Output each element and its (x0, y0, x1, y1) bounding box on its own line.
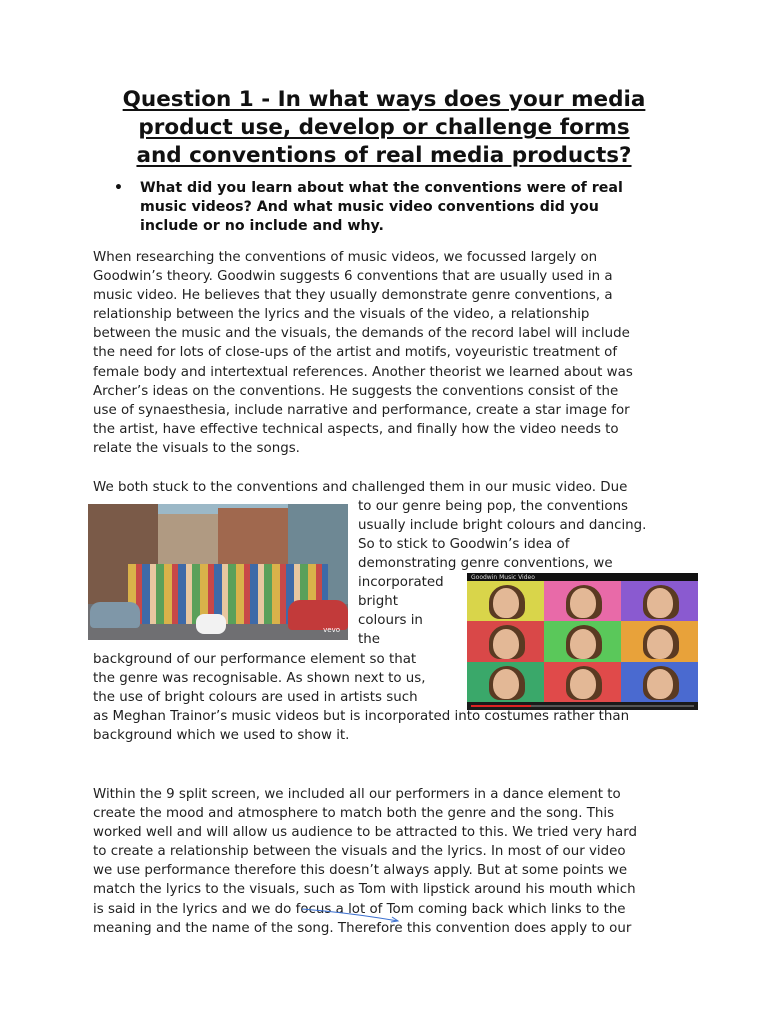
title-line: and conventions of real media products? (136, 143, 632, 168)
performer-tile (544, 581, 621, 621)
split-screen-video-image (467, 573, 698, 710)
dog-icon (196, 614, 226, 634)
text-line: background of our performance element so that (93, 652, 417, 667)
performer-tile (621, 581, 698, 621)
text-line: we use performance therefore this doesn’t always apply. But at some points we (93, 863, 628, 879)
title-line: product use, develop or challenge forms (138, 115, 630, 140)
performer-face (493, 629, 519, 659)
text-line: the need for lots of close-ups of the artist and motifs, voyeuristic treatment of (93, 345, 618, 361)
text-line: So to stick to Goodwin’s idea of (358, 537, 570, 553)
performer-face (647, 629, 673, 659)
text-line: incorporated (358, 575, 444, 590)
performer-tile (467, 581, 544, 621)
text-line: usually include bright colours and dancing. (358, 518, 647, 534)
text-line: to our genre being pop, the conventions (358, 499, 629, 514)
text-line: the (358, 632, 380, 648)
performer-face (493, 669, 519, 699)
car-icon (90, 602, 140, 628)
text-line: Goodwin’s theory. Goodwin suggests 6 conventions that are usually used in a (93, 269, 613, 285)
paragraph-conventions-end (93, 707, 678, 745)
performer-tile (467, 621, 544, 661)
performer-tile (467, 662, 544, 702)
text-line: the use of bright colours are used in artists such (93, 690, 418, 706)
street-dance-image (88, 504, 348, 640)
performer-face (570, 629, 596, 659)
text-line: colours in (358, 613, 423, 629)
text-line: to create a relationship between the visuals and the lyrics. In most of our video (93, 844, 626, 860)
performer-face (570, 588, 596, 618)
text-line: the artist, have effective technical aspects, and finally how the video needs to (93, 421, 619, 437)
paragraph-research (93, 248, 678, 458)
performer-tile (621, 621, 698, 661)
text-line: between the music and the visuals, the demands of the record label will include (93, 326, 630, 342)
text-line: female body and intertextual references. Another theorist we learned about was (93, 364, 633, 380)
performer-face (647, 588, 673, 618)
performer-face (647, 669, 673, 699)
bullet-item (112, 179, 672, 236)
text-line: We both stuck to the conventions and challenged them in our music video. Due (93, 480, 628, 495)
bullet-dot-icon: • (114, 180, 123, 196)
annotation-arrow-icon (302, 905, 402, 925)
text-line: use of synaesthesia, include narrative and performance, create a star image for (93, 402, 630, 418)
text-line: is said in the lyrics and we do focus a lot of Tom coming back which links to the (93, 901, 626, 917)
title-line: Question 1 - In what ways does your media (122, 87, 646, 112)
text-line: the genre was recognisable. As shown next to us, (93, 671, 426, 687)
page-title (84, 86, 684, 170)
performer-tile (544, 662, 621, 702)
text-line: relate the visuals to the songs. (93, 440, 300, 456)
text-line: as Meghan Trainor’s music videos but is incorporated into costumes rather than (93, 709, 630, 724)
text-line: music video. He believes that they usually demonstrate genre conventions, a (93, 288, 613, 304)
text-line: demonstrating genre conventions, we (358, 556, 613, 572)
image-watermark: vevo (323, 626, 340, 634)
text-line: bright (358, 594, 398, 610)
text-line: relationship between the lyrics and the visuals of the video, a relationship (93, 307, 590, 323)
text-line: Within the 9 split screen, we included all our performers in a dance element to (93, 787, 621, 802)
paragraph-conventions-intro (93, 478, 678, 497)
paragraph-conventions-continued (93, 650, 463, 707)
text-line: match the lyrics to the visuals, such as Tom with lipstick around his mouth which (93, 882, 636, 898)
video-title: Goodwin Music Video (471, 574, 535, 581)
text-line: meaning and the name of the song. Therefore this convention does apply to our (93, 920, 632, 936)
paragraph-conventions-narrow (358, 573, 458, 649)
text-line: background which we used to show it. (93, 728, 350, 744)
bullet-line: include or no include and why. (140, 218, 384, 234)
text-line: When researching the conventions of music videos, we focussed largely on (93, 250, 598, 265)
performer-face (570, 669, 596, 699)
text-line: worked well and will allow us audience to be attracted to this. We tried very hard (93, 825, 637, 841)
question-bullet-list (112, 179, 672, 236)
text-line: create the mood and atmosphere to match both the genre and the song. This (93, 806, 615, 822)
paragraph-conventions-wrap (358, 497, 678, 573)
split-screen-grid (467, 581, 698, 702)
performer-tile (544, 621, 621, 661)
performer-face (493, 588, 519, 618)
performer-tile (621, 662, 698, 702)
text-line: Archer’s ideas on the conventions. He suggests the conventions consist of the (93, 383, 619, 399)
bullet-line: What did you learn about what the conventions were of real (140, 180, 623, 196)
bullet-line: music videos? And what music video conventions did you (140, 199, 599, 215)
